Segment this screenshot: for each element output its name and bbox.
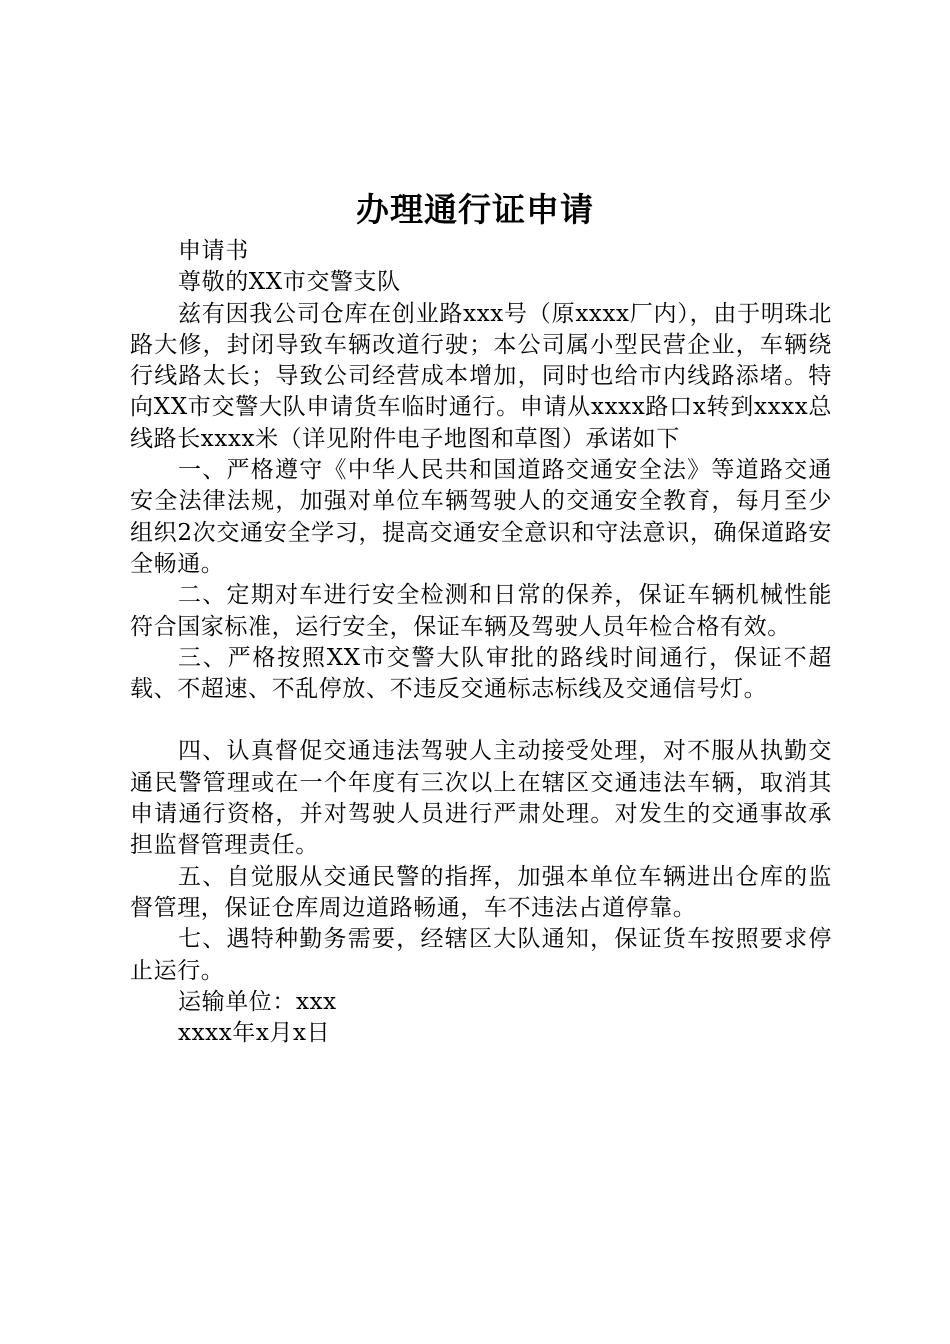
paragraph-commitment-1: 一、严格遵守《中华人民共和国道路交通安全法》等道路交通安全法律法规，加强对单位车辆驾驶人的交通安全教育，每月至少组织2次交通安全学习，提高交通安全意识和守法意识，确保道路安全畅通。 (130, 457, 832, 577)
signature-date: xxxx年x月x日 (178, 1020, 331, 1047)
paragraph-commitment-2: 二、定期对车进行安全检测和日常的保养，保证车辆机械性能符合国家标准，运行安全，保证车辆及驾驶人员年检合格有效。 (130, 582, 832, 640)
paragraph-commitment-5: 五、自觉服从交通民警的指挥，加强本单位车辆进出仓库的监督管理，保证仓库周边道路畅通，车不违法占道停靠。 (130, 863, 832, 921)
salutation: 尊敬的XX市交警支队 (178, 269, 401, 296)
doc-heading-label: 申请书 (178, 238, 249, 264)
paragraph-commitment-3: 三、严格按照XX市交警大队审批的路线时间通行，保证不超载、不超速、不乱停放、不违反交通标志标线及交通信号灯。 (130, 644, 832, 703)
document-body (130, 236, 832, 1049)
paragraph-intro: 兹有因我公司仓库在创业路xxx号（原xxxx厂内），由于明珠北路大修，封闭导致车辆改道行驶；本公司属小型民营企业，车辆绕行线路太长；导致公司经营成本增加，同时也给市内线路添堵。特向XX市交警大队申请货车临时通行。申请从xxxx路口x转到xxxx总线路长xxxx米（详见附件电子地图和草图）承诺如下 (130, 300, 832, 452)
document-title: 办理通行证申请 (356, 190, 594, 229)
signature-unit: 运输单位：xxx (178, 988, 337, 1015)
paragraph-commitment-4: 四、认真督促交通违法驾驶人主动接受处理，对不服从执勤交通民警管理或在一个年度有三次以上在辖区交通违法车辆，取消其申请通行资格，并对驾驶人员进行严肃处理。对发生的交通事故承担监督管理责任。 (130, 738, 832, 859)
paragraph-commitment-7: 七、遇特种勤务需要，经辖区大队通知，保证货车按照要求停止运行。 (130, 926, 832, 984)
